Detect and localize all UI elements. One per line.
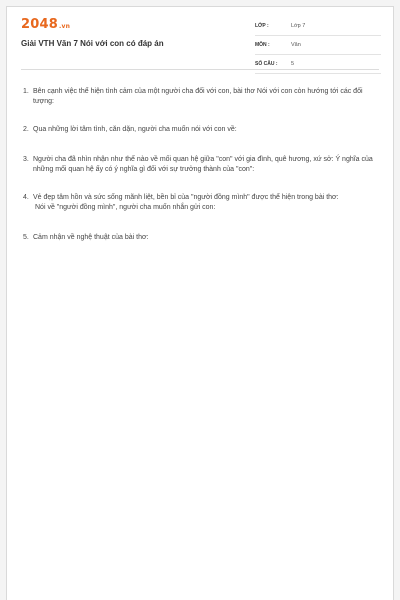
meta-row-count xyxy=(255,57,381,74)
meta-row-class xyxy=(255,19,381,36)
meta-value: Văn xyxy=(291,42,301,48)
question-subtext: Nói về "người đồng mình", người cha muốn nhắn gửi con: xyxy=(35,204,216,211)
question-number: 5. xyxy=(23,234,29,241)
document-title: Giải VTH Văn 7 Nói với con có đáp án xyxy=(21,39,164,48)
question-item xyxy=(23,233,383,243)
question-text: Qua những lời tâm tình, căn dặn, người cha muốn nói với con về: xyxy=(33,126,237,133)
question-text: Vẻ đẹp tâm hồn và sức sống mãnh liệt, bền bỉ của "người đồng mình" được thể hiện trong bài thơ: xyxy=(33,194,339,201)
meta-row-subject xyxy=(255,38,381,55)
meta-info xyxy=(255,19,381,76)
question-item xyxy=(23,193,383,213)
question-list xyxy=(23,87,383,243)
worksheet-page xyxy=(6,6,394,600)
meta-value: Lớp 7 xyxy=(291,23,306,29)
question-number: 3. xyxy=(23,156,29,163)
question-item xyxy=(23,125,383,135)
question-number: 1. xyxy=(23,88,29,95)
question-number: 2. xyxy=(23,126,29,133)
meta-key: MÔN : xyxy=(255,42,270,48)
site-logo[interactable] xyxy=(21,17,70,32)
question-text: Bên cạnh việc thể hiện tình cảm của một người cha đối với con, bài thơ Nói với con còn hướng tới các đối tượng: xyxy=(33,88,363,105)
question-number: 4. xyxy=(23,194,29,201)
question-item xyxy=(23,155,383,175)
question-text: Người cha đã nhìn nhận như thế nào về mối quan hệ giữa "con" với gia đình, quê hương, xứ sở: Ý nghĩa của những mối quan hệ ấy có ý nghĩa gì đối với sự trưởng thành của "con": xyxy=(33,156,373,173)
meta-value: 5 xyxy=(291,61,295,67)
header-divider xyxy=(21,69,379,70)
meta-key: LỚP : xyxy=(255,23,269,29)
logo-text: 2048 xyxy=(21,17,58,32)
meta-key: SỐ CÂU : xyxy=(255,61,278,67)
question-item xyxy=(23,87,383,107)
question-text: Cảm nhận về nghệ thuật của bài thơ: xyxy=(33,234,149,241)
logo-suffix: .vn xyxy=(58,23,71,30)
